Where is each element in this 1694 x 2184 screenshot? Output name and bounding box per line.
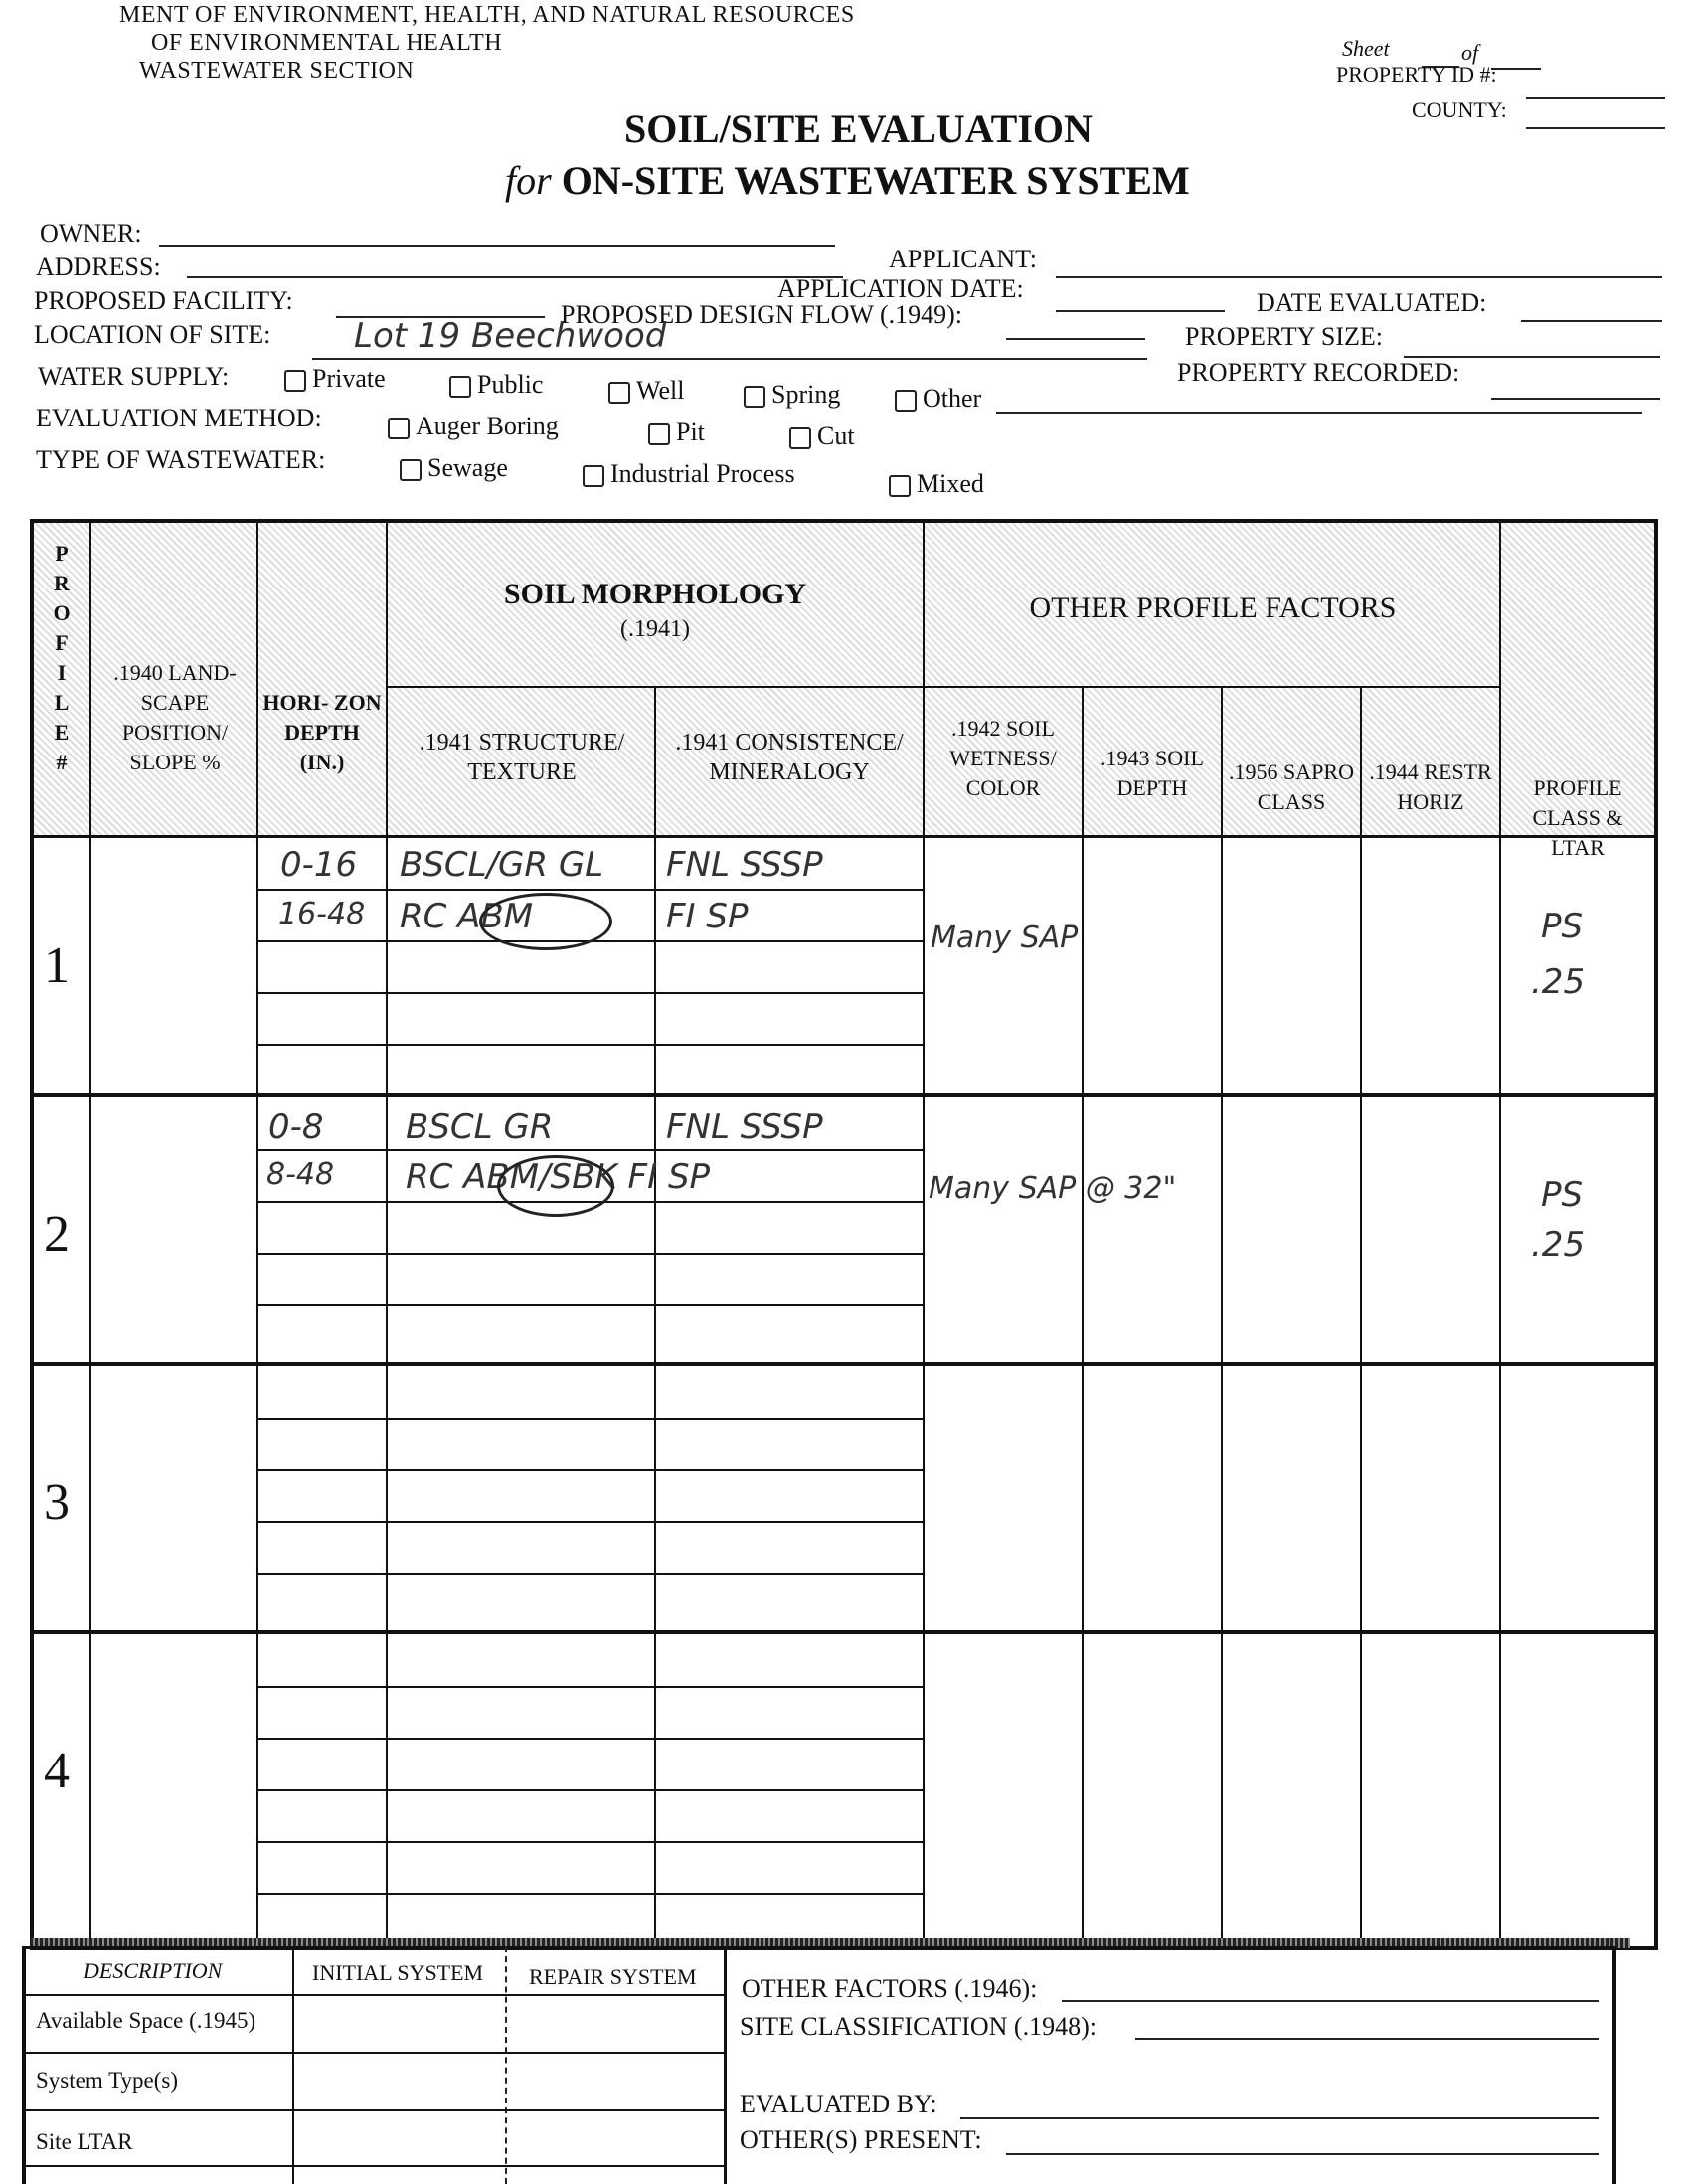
p1-structure-1: BSCL/GR GL (400, 845, 604, 885)
site-classification-field[interactable] (1135, 2038, 1599, 2040)
sheet-total-field[interactable] (1491, 68, 1541, 70)
landscape-header: .1940 LAND- SCAPE POSITION/ SLOPE % (113, 660, 237, 774)
horizon-header: HORI- ZON DEPTH (IN.) (262, 690, 382, 774)
option-public[interactable]: Public (449, 370, 543, 400)
date-evaluated-field[interactable] (1521, 320, 1662, 322)
p1-ltar: .25 (1531, 962, 1586, 1002)
soil-depth-header: .1943 SOIL DEPTH (1101, 746, 1204, 800)
evaluation-method-label: EVALUATION METHOD: (36, 404, 322, 432)
profile-1-number: 1 (44, 937, 70, 994)
checkbox-auger-boring[interactable] (388, 418, 410, 439)
property-recorded-label: PROPERTY RECORDED: (1177, 358, 1460, 387)
p2-structure-2: RC ABM/SBK FI SP (406, 1157, 711, 1197)
option-pit[interactable]: Pit (648, 418, 705, 447)
evaluated-by-field[interactable] (960, 2117, 1599, 2119)
location-value: Lot 19 Beechwood (354, 316, 667, 356)
proposed-facility-label: PROPOSED FACILITY: (34, 286, 293, 315)
others-present-field[interactable] (1006, 2153, 1599, 2155)
application-date-label: APPLICATION DATE: (777, 274, 1024, 303)
location-label: LOCATION OF SITE: (34, 320, 271, 349)
property-id-field[interactable] (1526, 97, 1665, 99)
property-id-label: PROPERTY ID #: (1336, 62, 1497, 86)
checkbox-pit[interactable] (648, 423, 670, 445)
option-spring[interactable]: Spring (744, 380, 840, 410)
county-field[interactable] (1526, 127, 1665, 129)
agency-line-3: WASTEWATER SECTION (139, 58, 415, 84)
profile-4-number: 4 (44, 1743, 70, 1799)
soil-wetness-header: .1942 SOIL WETNESS/ COLOR (949, 716, 1057, 800)
address-label: ADDRESS: (36, 252, 161, 281)
p1-circled-mark (479, 893, 612, 950)
p2-circled-mark (497, 1155, 614, 1217)
p1-consistence-1: FNL SSSP (666, 845, 823, 885)
county-label: COUNTY: (1412, 97, 1507, 122)
applicant-field[interactable] (1056, 276, 1662, 278)
checkbox-sewage[interactable] (400, 459, 422, 481)
profile-class-header: PROFILE CLASS & LTAR (1532, 775, 1623, 860)
option-other[interactable]: Other (895, 384, 981, 414)
checkbox-well[interactable] (608, 382, 630, 404)
option-sewage[interactable]: Sewage (400, 453, 508, 483)
location-field[interactable] (312, 358, 1147, 360)
p2-depth-2: 8-48 (266, 1157, 335, 1192)
site-ltar-label: Site LTAR (36, 2129, 133, 2154)
checkbox-cut[interactable] (789, 427, 811, 449)
p1-depth-2: 16-48 (278, 897, 366, 931)
checkbox-other[interactable] (895, 390, 917, 412)
form-title: SOIL/SITE EVALUATION (624, 106, 1093, 151)
evaluated-by-label: EVALUATED BY: (740, 2090, 937, 2118)
profile-number-header: P R O F I L E # (53, 541, 71, 774)
option-auger-boring[interactable]: Auger Boring (388, 412, 559, 441)
agency-line-1: MENT OF ENVIRONMENT, HEALTH, AND NATURAL RESOURCES (119, 2, 855, 28)
other-profile-factors-header: OTHER PROFILE FACTORS (1029, 591, 1397, 624)
p2-wetness: Many SAP @ 32" (929, 1171, 1177, 1206)
system-type-label: System Type(s) (36, 2068, 178, 2093)
system-summary-section (22, 1946, 1616, 2184)
option-mixed[interactable]: Mixed (889, 469, 984, 499)
option-industrial-process[interactable]: Industrial Process (583, 459, 795, 489)
address-field[interactable] (187, 276, 843, 278)
p2-class: PS (1541, 1175, 1584, 1215)
site-classification-label: SITE CLASSIFICATION (.1948): (740, 2012, 1097, 2041)
p2-structure-1: BSCL GR (406, 1107, 554, 1147)
property-recorded-field[interactable] (1491, 398, 1660, 400)
option-well[interactable]: Well (608, 376, 684, 406)
checkbox-private[interactable] (284, 370, 306, 392)
property-size-label: PROPERTY SIZE: (1185, 322, 1383, 351)
p2-depth-1: 0-8 (268, 1107, 324, 1147)
restr-horiz-header: .1944 RESTR HORIZ (1369, 759, 1492, 814)
option-private[interactable]: Private (284, 364, 386, 394)
checkbox-mixed[interactable] (889, 475, 911, 497)
water-supply-label: WATER SUPPLY: (38, 362, 230, 391)
option-cut[interactable]: Cut (789, 421, 855, 451)
form-subtitle: ON-SITE WASTEWATER SYSTEM (561, 158, 1190, 203)
sapro-class-header: .1956 SAPRO CLASS (1229, 759, 1354, 814)
design-flow-label: PROPOSED DESIGN FLOW (.1949): (561, 300, 962, 329)
title-prefix: for (505, 158, 552, 203)
p1-depth-1: 0-16 (280, 845, 358, 885)
p1-class: PS (1541, 907, 1584, 946)
soil-morphology-code: (.1941) (620, 616, 690, 642)
consistence-header: .1941 CONSISTENCE/ MINERALOGY (675, 730, 904, 785)
other-factors-field[interactable] (1062, 2000, 1599, 2002)
p2-ltar: .25 (1531, 1225, 1586, 1264)
others-present-label: OTHER(S) PRESENT: (740, 2125, 982, 2154)
p1-consistence-2: FI SP (666, 897, 749, 936)
of-label: of (1461, 40, 1479, 65)
owner-field[interactable] (159, 245, 835, 247)
owner-label: OWNER: (40, 219, 142, 248)
applicant-label: APPLICANT: (889, 245, 1037, 273)
initial-system-header: INITIAL SYSTEM (312, 1960, 484, 1985)
checkbox-public[interactable] (449, 376, 471, 398)
agency-line-2: OF ENVIRONMENTAL HEALTH (151, 30, 503, 56)
p1-wetness: Many SAP (931, 921, 1079, 955)
date-evaluated-label: DATE EVALUATED: (1257, 288, 1487, 317)
checkbox-industrial-process[interactable] (583, 465, 604, 487)
other-water-supply-field[interactable] (996, 412, 1642, 414)
available-space-label: Available Space (.1945) (36, 2008, 256, 2033)
p1-structure-2: RC ABM (400, 897, 534, 936)
description-header: DESCRIPTION (84, 1958, 223, 1983)
soil-profile-table (30, 519, 1658, 1950)
structure-header: .1941 STRUCTURE/ TEXTURE (419, 730, 625, 785)
soil-morphology-header: SOIL MORPHOLOGY (503, 578, 807, 610)
profile-2-number: 2 (44, 1206, 70, 1262)
other-factors-label: OTHER FACTORS (.1946): (742, 1974, 1038, 2003)
design-flow-field[interactable] (1006, 338, 1145, 340)
application-date-field[interactable] (1056, 310, 1225, 312)
sheet-label: Sheet (1342, 36, 1390, 61)
profile-3-number: 3 (44, 1474, 70, 1531)
repair-system-header: REPAIR SYSTEM (529, 1964, 697, 1989)
wastewater-type-label: TYPE OF WASTEWATER: (36, 445, 326, 474)
p2-consistence-1: FNL SSSP (666, 1107, 823, 1147)
checkbox-spring[interactable] (744, 386, 765, 408)
